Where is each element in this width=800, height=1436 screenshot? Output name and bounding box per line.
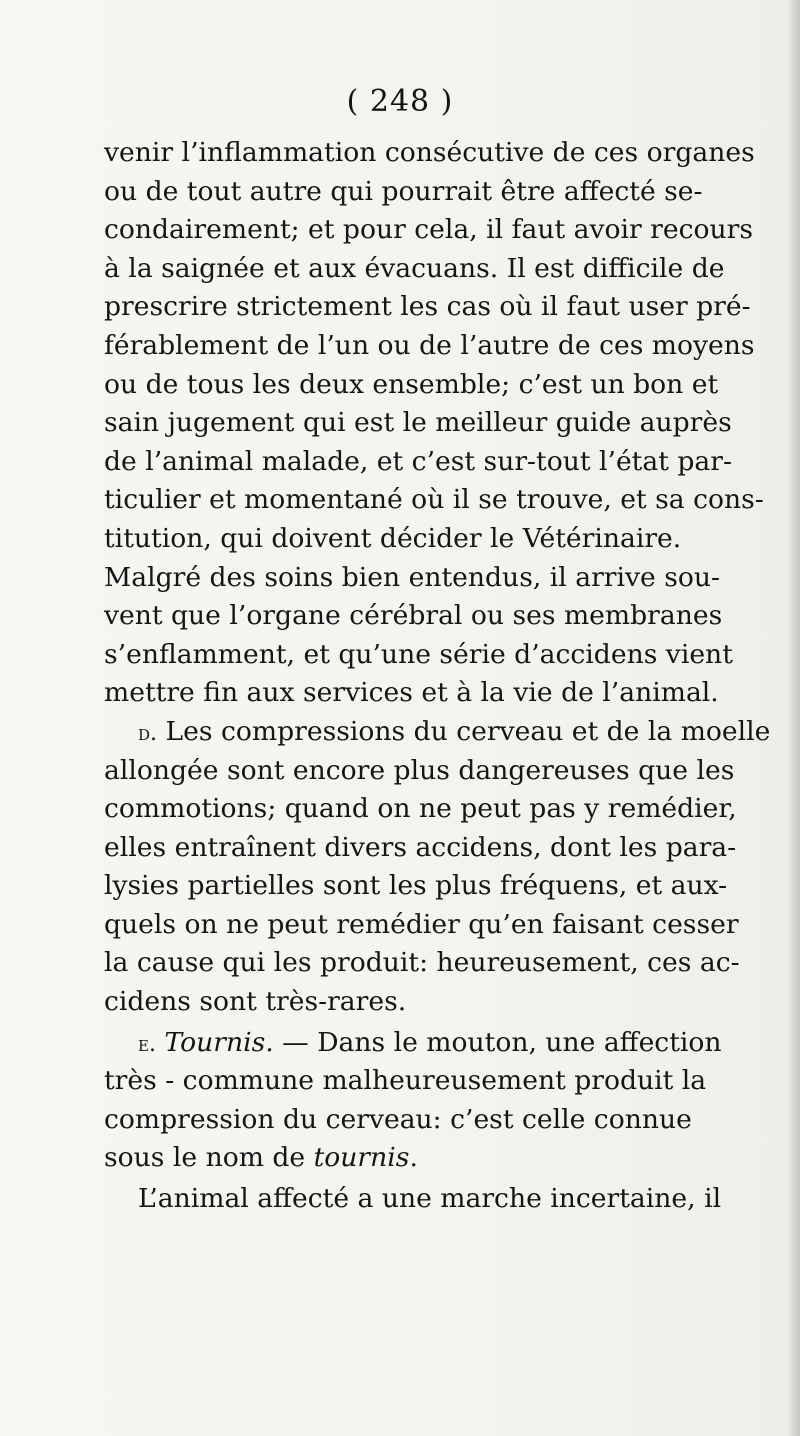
body-text (104, 134, 771, 1219)
text-line: Malgré des soins bien entendus, il arrive sou- (104, 561, 720, 593)
text-line: titution, qui doivent décider le Vétérinaire. (104, 522, 682, 554)
term-tournis: tournis (313, 1142, 410, 1174)
text-line: ticulier et momentané où il se trouve, et sa cons- (104, 484, 764, 516)
text-line: venir l’inflammation consécutive de ces organes (104, 137, 755, 168)
section-e-marker: e. (138, 1031, 156, 1057)
text-line: cidens sont très-rares. (104, 986, 407, 1018)
text-line: commotions; quand on ne peut pas y remédier, (104, 793, 737, 825)
text-line: vent que l’organe cérébral ou ses membranes (104, 600, 723, 632)
text-line: sain jugement qui est le meilleur guide auprès (104, 407, 732, 439)
text-line: lysies partielles sont les plus fréquens, et aux- (104, 870, 728, 902)
section-e-title: Tournis. (164, 1026, 274, 1058)
text-line: prescrire strictement les cas où il faut user pré- (104, 291, 751, 323)
last-line-suffix: . (409, 1142, 418, 1174)
section-e-heading-line (104, 1024, 734, 1063)
text-line: férablement de l’un ou de l’autre de ces moyens (104, 329, 755, 361)
text-line: compression du cerveau: c’est celle connue (104, 1103, 692, 1135)
text-line: très - commune malheureusement produit la (104, 1065, 707, 1097)
text-line: la cause qui les produit: heureusement, ces ac- (104, 947, 740, 979)
text-line: condairement; et pour cela, il faut avoir recours (104, 214, 753, 246)
section-d-heading-line (104, 713, 771, 752)
text-line: mettre fin aux services et à la vie de l’animal. (104, 677, 719, 709)
text-line: à la saignée et aux évacuans. Il est difficile de (104, 252, 725, 284)
section-d-marker: d. (138, 720, 158, 746)
text-line: elles entraînent divers accidens, dont les para- (104, 831, 737, 863)
section-e-first-line: — Dans le mouton, une affection (273, 1026, 722, 1058)
text-line: quels on ne peut remédier qu’en faisant cesser (104, 908, 739, 940)
text-line: allongée sont encore plus dangereuses que les (104, 754, 735, 786)
section-d-first-line: Les compressions du cerveau et de la moelle (165, 715, 771, 747)
section-e-last-line (104, 1139, 734, 1178)
final-paragraph-line: L’animal affecté a une marche incertaine, il (138, 1183, 722, 1215)
last-line-prefix: sous le nom de (104, 1142, 314, 1174)
page-number: ( 248 ) (346, 84, 454, 119)
text-line: ou de tous les deux ensemble; c’est un bon et (104, 368, 719, 400)
page-edge-shadow (786, 0, 800, 1436)
text-line: ou de tout autre qui pourrait être affecté se- (104, 175, 703, 207)
text-line: s’enflamment, et qu’une série d’accidens vient (104, 638, 733, 670)
text-line: de l’animal malade, et c’est sur-tout l’état par- (104, 445, 732, 477)
